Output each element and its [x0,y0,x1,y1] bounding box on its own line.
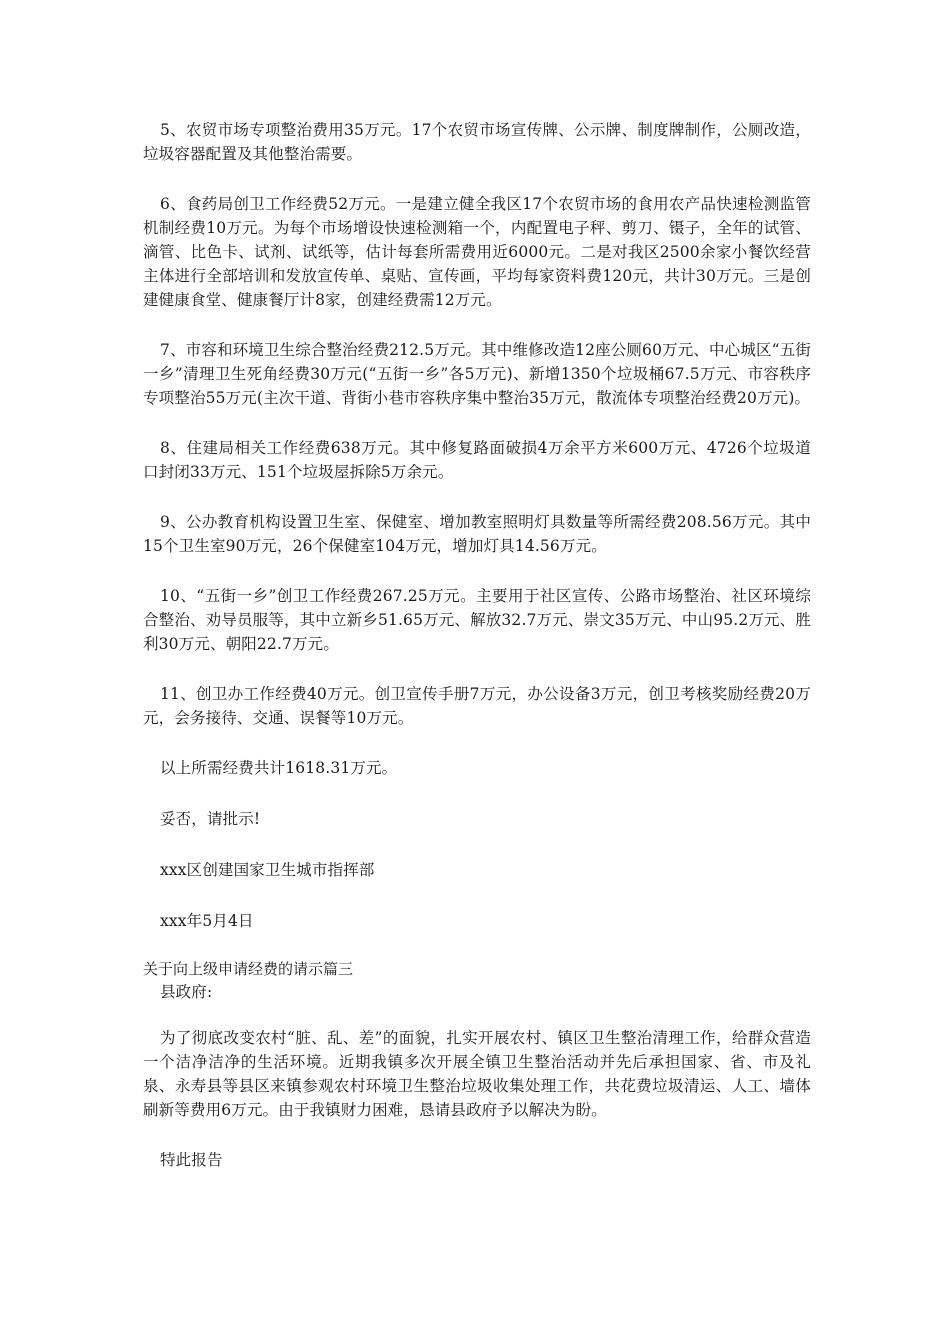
body-paragraph: 为了彻底改变农村“脏、乱、差”的面貌，扎实开展农村、镇区卫生整治清理工作，给群众营造一个洁净洁净的生活环境。近期我镇多次开展全镇卫生整治活动并先后承担国家、省、市及礼泉、永寿县等县区来镇参观农村环境卫生整治垃圾收集处理工作，共花费垃圾清运、人工、墙体刷新等费用6万元。由于我镇财力困难，恳请县政府予以解决为盼。 [143,1029,811,1119]
date-line: xxx年5月4日 [160,912,254,930]
closing-line: 特此报告 [160,1151,223,1169]
paragraph-item-5: 5、农贸市场专项整治费用35万元。17个农贸市场宣传牌、公示牌、制度牌制作，公厕改造，垃圾容器配置及其他整治需要。 [143,121,811,163]
paragraph-item-7: 7、市容和环境卫生综合整治经费212.5万元。其中维修改造12座公厕60万元、中心城区“五街一乡”清理卫生死角经费30万元(“五街一乡”各5万元)、新增1350个垃圾桶67.5万元、市容秩序专项整治55万元(主次干道、背街小巷市容秩序集中整治35万元，散流体专项整治经费20万元)。 [143,341,812,407]
document-page [143,118,811,1172]
addressee-line: 县政府: [160,983,213,1001]
paragraph-item-9: 9、公办教育机构设置卫生室、保健室、增加教室照明灯具数量等所需经费208.56万元。其中15个卫生室90万元，26个保健室104万元，增加灯具14.56万元。 [143,513,811,555]
paragraph-item-10: 10、“五街一乡”创卫工作经费267.25万元。主要用于社区宣传、公路市场整治、社区环境综合整治、劝导员服等，其中立新乡51.65万元、解放32.7万元、崇文35万元、中山95.2万元、胜利30万元、朝阳22.7万元。 [143,587,811,653]
paragraph-item-6: 6、食药局创卫工作经费52万元。一是建立健全我区17个农贸市场的食用农产品快速检测监管机制经费10万元。为每个市场增设快速检测箱一个，内配置电子秤、剪刀、镊子，全年的试管、滴管、比色卡、试剂、试纸等，估计每套所需费用近6000元。二是对我区2500余家小餐饮经营主体进行全部培训和发放宣传单、桌贴、宣传画，平均每家资料费120元，共计30万元。三是创建健康食堂、健康餐厅计8家，创建经费需12万元。 [143,195,811,309]
section-title: 关于向上级申请经费的请示篇三 [143,960,354,978]
request-line: 妥否，请批示! [160,810,261,828]
signature-line: xxx区创建国家卫生城市指挥部 [160,861,375,879]
paragraph-item-11: 11、创卫办工作经费40万元。创卫宣传手册7万元，办公设备3万元，创卫考核奖励经费20万元，会务接待、交通、误餐等10万元。 [143,685,811,727]
total-line: 以上所需经费共计1618.31万元。 [160,759,398,777]
paragraph-item-8: 8、住建局相关工作经费638万元。其中修复路面破损4万余平方米600万元、4726个垃圾道口封闭33万元、151个垃圾屋拆除5万余元。 [143,439,811,481]
